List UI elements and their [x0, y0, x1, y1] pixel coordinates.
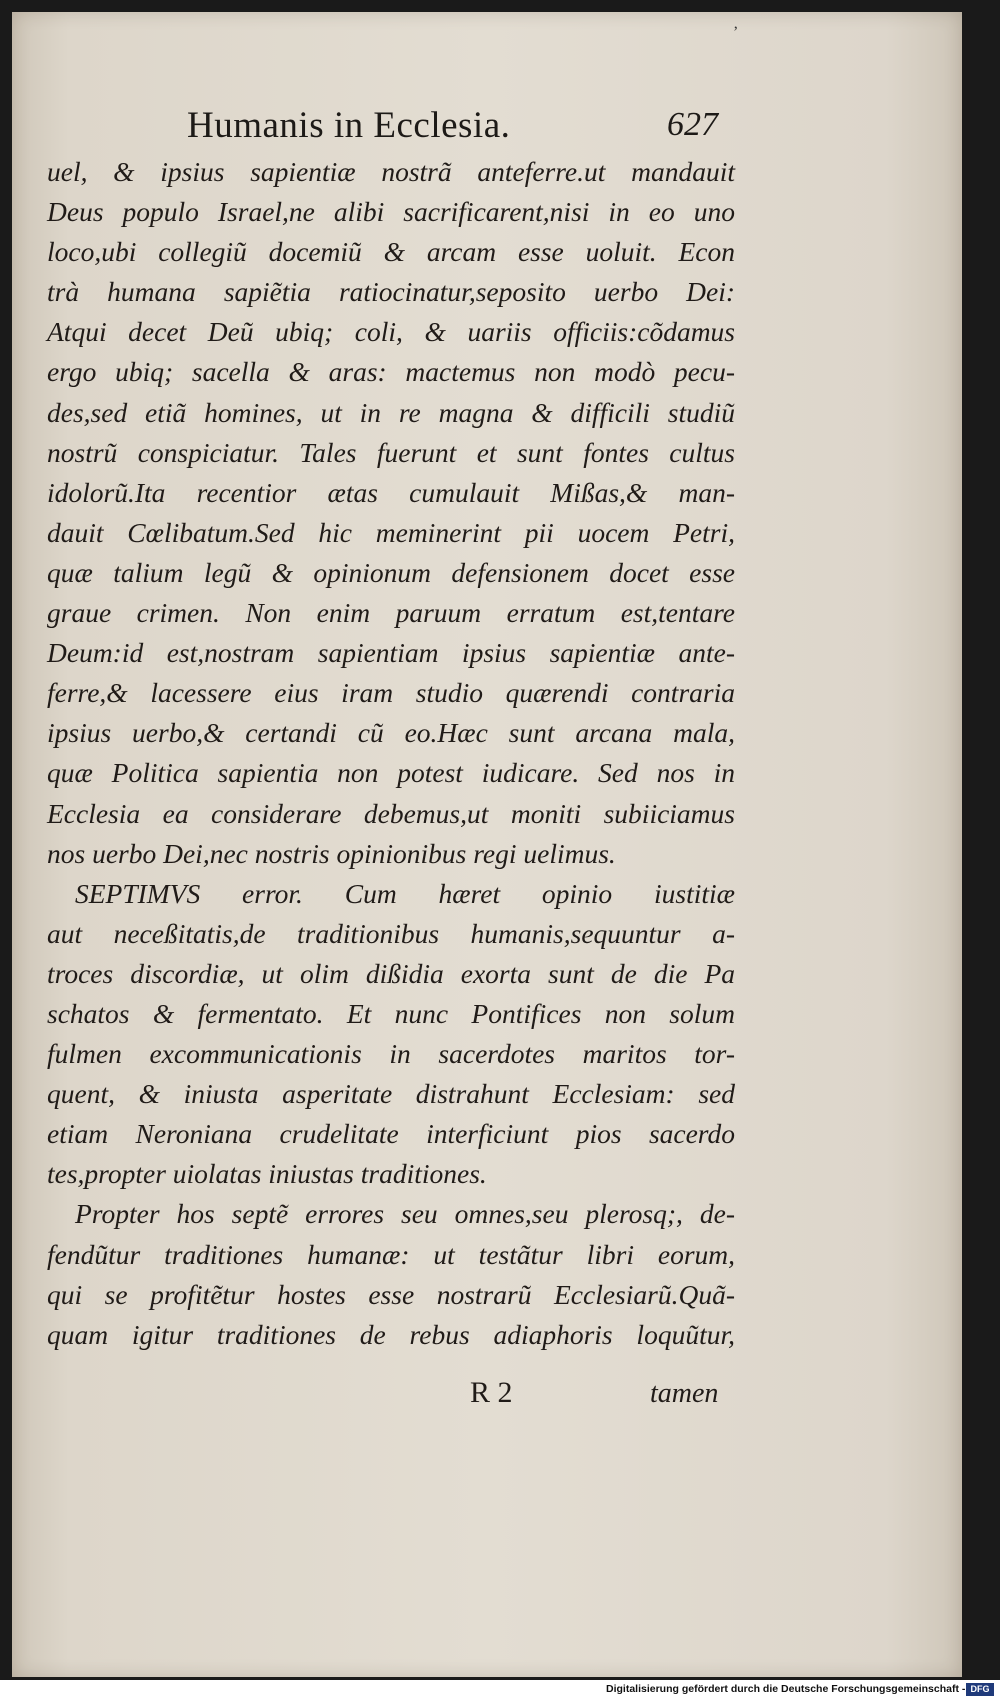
- text-line: Deus populo Israel,ne alibi sacrificarent,nisi in eo uno: [47, 196, 735, 228]
- text-line: nos uerbo Dei,nec nostris opinionibus regi uelimus.: [47, 837, 616, 869]
- signature-mark: R 2: [470, 1376, 513, 1409]
- text-line: fendũtur traditiones humanæ: ut testãtur libri eorum,: [47, 1238, 735, 1270]
- text-line: etiam Neroniana crudelitate interficiunt pios sacerdo: [47, 1118, 735, 1150]
- text-line: nostrũ conspiciatur. Tales fuerunt et sunt fontes cultus: [47, 436, 735, 468]
- text-line: fulmen excommunicationis in sacerdotes maritos tor-: [47, 1038, 735, 1070]
- text-line: Atqui decet Deũ ubiq; coli, & uariis officiis:cõdamus: [47, 316, 735, 348]
- text-line: graue crimen. Non enim paruum erratum est,tentare: [47, 597, 735, 629]
- text-line: Propter hos septẽ errores seu omnes,seu plerosq;, de-: [75, 1198, 735, 1230]
- running-header: Humanis in Ecclesia.: [187, 105, 511, 146]
- body-text: [47, 152, 735, 1355]
- text-line: loco,ubi collegiũ docemiũ & arcam esse uoluit. Econ: [47, 236, 735, 268]
- dfg-logo: DFG: [966, 1683, 994, 1696]
- text-line: qui se profitẽtur hostes esse nostrarũ Ecclesiarũ.Quã-: [47, 1278, 735, 1310]
- text-line: quam igitur traditiones de rebus adiaphoris loquũtur,: [47, 1318, 735, 1350]
- text-line: SEPTIMVS error. Cum hæret opinio iustitiæ: [75, 877, 735, 909]
- text-line: trà humana sapiẽtia ratiocinatur,seposito uerbo Dei:: [47, 276, 735, 308]
- text-line: uel, & ipsius sapientiæ nostrã anteferre.ut mandauit: [47, 156, 735, 187]
- text-line: Deum:id est,nostram sapientiam ipsius sapientiæ ante-: [47, 637, 735, 669]
- text-line: ipsius uerbo,& certandi cũ eo.Hæc sunt arcana mala,: [47, 717, 735, 749]
- text-line: quæ Politica sapientia non potest iudicare. Sed nos in: [47, 757, 735, 789]
- catchword: tamen: [650, 1378, 719, 1409]
- text-line: des,sed etiã homines, ut in re magna & difficili studiũ: [47, 396, 735, 428]
- text-line: ergo ubiq; sacella & aras: mactemus non modò pecu-: [47, 356, 735, 388]
- page-number: 627: [667, 106, 718, 143]
- text-line: quæ talium legũ & opinionum defensionem docet esse: [47, 556, 735, 588]
- text-line: dauit Cœlibatum.Sed hic meminerint pii uocem Petri,: [47, 516, 735, 548]
- text-line: Ecclesia ea considerare debemus,ut moniti subiiciamus: [47, 797, 735, 829]
- text-line: ferre,& lacessere eius iram studio quærendi contraria: [47, 677, 735, 709]
- margin-mark: ʼ: [733, 24, 739, 41]
- text-line: quent, & iniusta asperitate distrahunt Ecclesiam: sed: [47, 1078, 735, 1110]
- text-line: schatos & fermentato. Et nunc Pontifices non solum: [47, 997, 735, 1029]
- text-line: troces discordiæ, ut olim dißidia exorta sunt de die Pa: [47, 957, 735, 989]
- digitization-credit: Digitalisierung gefördert durch die Deutsche Forschungsgemeinschaft -: [606, 1683, 966, 1695]
- text-line: aut neceßitatis,de traditionibus humanis,sequuntur a-: [47, 917, 735, 949]
- text-line: idolorũ.Ita recentior ætas cumulauit Mißas,& man-: [47, 476, 735, 508]
- text-line: tes,propter uiolatas iniustas traditiones.: [47, 1158, 487, 1190]
